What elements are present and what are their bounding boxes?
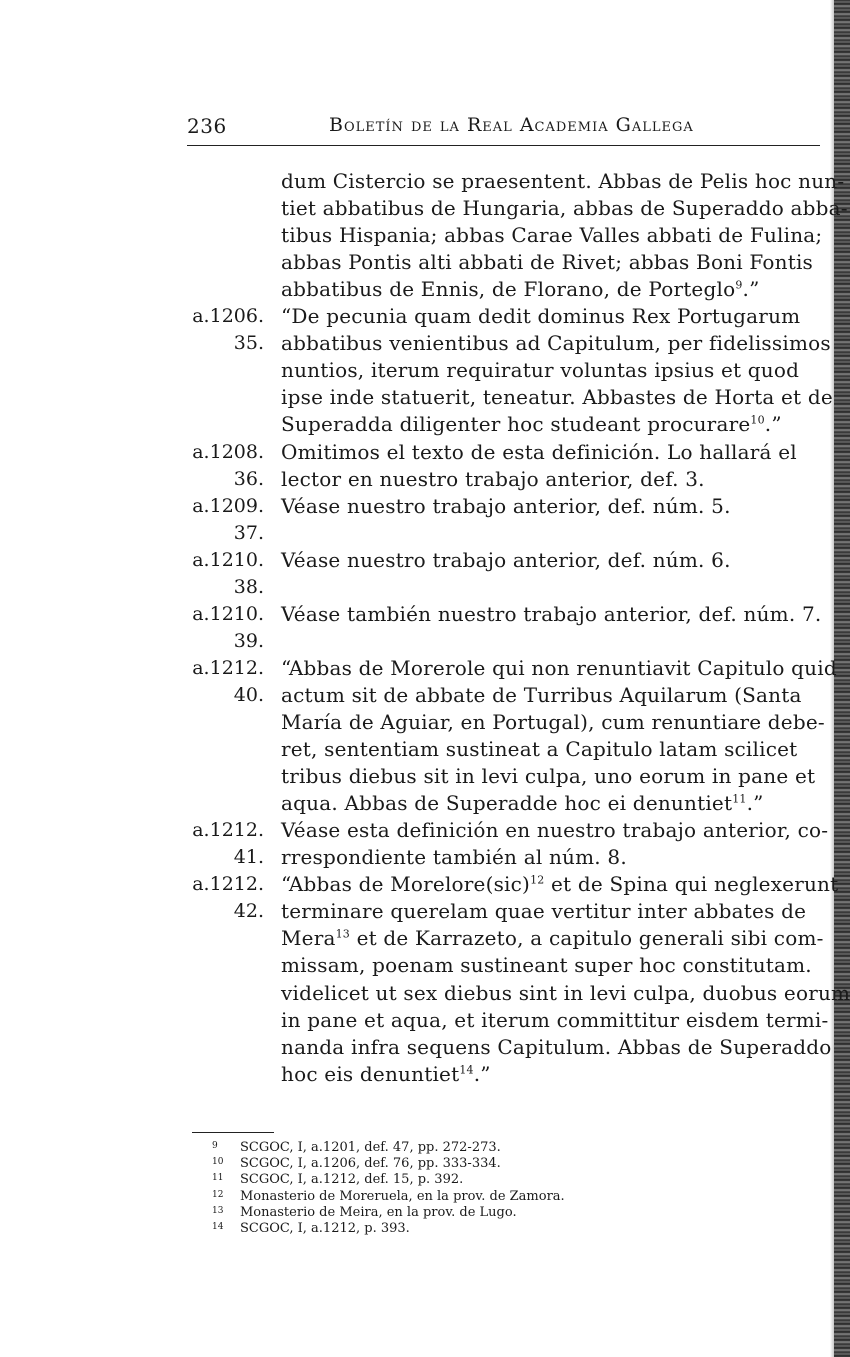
line-text: abbas Pontis alti abbati de Rivet; abbas Boni Fontis	[281, 250, 814, 275]
line-text: abbatibus de Ennis, de Florano, de Porteglo$^9$.”	[281, 277, 760, 302]
text-line	[180, 844, 820, 871]
text-line	[180, 411, 820, 438]
footnote-reference: 9	[735, 278, 743, 292]
footnote-text: Monasterio de Meira, en la prov. de Lugo.	[240, 1204, 517, 1220]
line-text: dum Cistercio se praesentent. Abbas de Pelis hoc nun-	[281, 169, 845, 193]
text-line	[180, 195, 848, 222]
line-text: tibus Hispania; abbas Carae Valles abbati de Fulina;	[281, 223, 823, 248]
running-title: Boletín de la Real Academia Gallega	[329, 114, 694, 136]
line-text: “Abbas de Morerole qui non renuntiavit Capitulo quid	[281, 655, 837, 680]
text-line	[180, 709, 825, 736]
line-text: ipse inde statuerit, teneatur. Abbastes de Horta et de	[281, 385, 833, 410]
footnote	[212, 1219, 410, 1237]
line-text: abbatibus venientibus ad Capitulum, per fidelissimos	[281, 331, 831, 356]
definition-marker: 36.	[233, 467, 264, 490]
text-line	[180, 493, 820, 520]
footnote-reference: 13	[335, 927, 351, 941]
text-line	[180, 547, 820, 574]
text-line	[180, 222, 823, 249]
definition-marker: 39.	[233, 629, 264, 652]
text-line	[180, 898, 820, 925]
footnote-text: SCGOC, I, a.1212, p. 393.	[240, 1221, 410, 1236]
definition-marker: 41.	[233, 846, 264, 869]
text-line	[180, 520, 820, 547]
text-line	[180, 1007, 829, 1034]
line-text: tribus diebus sit in levi culpa, uno eorum in pane et	[281, 764, 816, 789]
line-text: “Abbas de Morelore(sic)$^{12}$ et de Spina qui neglexerunt	[281, 872, 839, 897]
definition-marker: a.1206.	[192, 305, 264, 328]
line-text: missam, poenam sustineant super hoc constitutam.	[281, 953, 812, 978]
footnote-number: 14	[212, 1222, 224, 1232]
text-line	[180, 871, 839, 898]
definition-marker: a.1210.	[192, 548, 264, 571]
text-line	[180, 655, 837, 682]
footnote-number: 12	[212, 1189, 224, 1200]
line-text: rrespondiente también al núm. 8.	[281, 845, 627, 870]
line-text: Véase nuestro trabajo anterior, def. núm. 6.	[281, 547, 731, 572]
text-line	[180, 330, 831, 357]
definition-marker: 37.	[233, 521, 264, 544]
line-text: nuntios, iterum requiratur voluntas ipsius et quod	[281, 358, 800, 383]
text-line	[180, 790, 820, 817]
text-line	[180, 1034, 832, 1061]
text-line	[180, 249, 820, 276]
definition-marker: 42.	[233, 900, 264, 923]
line-text: Mera$^{13}$ et de Karrazeto, a capitulo generali sibi com-	[281, 926, 824, 951]
text-line	[180, 303, 820, 330]
definition-marker: 35.	[233, 332, 264, 355]
footnote-number: 9	[212, 1141, 218, 1151]
footnote-text: Monasterio de Moreruela, en la prov. de Zamora.	[240, 1188, 565, 1204]
running-header	[187, 112, 820, 142]
line-text: ret, sententiam sustineat a Capitulo latam scilicet	[281, 737, 798, 762]
line-text: terminare querelam quae vertitur inter abbates de	[281, 899, 807, 924]
line-text: Véase esta definición en nuestro trabajo anterior, co-	[281, 818, 829, 843]
text-line	[180, 628, 820, 655]
text-line	[180, 439, 820, 466]
text-line	[180, 601, 820, 628]
definition-marker: a.1212.	[192, 656, 264, 679]
definition-marker: 40.	[233, 683, 264, 706]
line-text: nanda infra sequens Capitulum. Abbas de Superaddo	[281, 1034, 832, 1059]
footnote-reference: 14	[459, 1062, 474, 1076]
definition-marker: a.1212.	[192, 873, 264, 896]
header-rule	[187, 145, 820, 146]
text-line	[180, 682, 820, 709]
line-text: “De pecunia quam dedit dominus Rex Portugarum	[281, 304, 801, 329]
footnote-text: SCGOC, I, a.1206, def. 76, pp. 333-334.	[240, 1156, 501, 1172]
text-line	[180, 466, 820, 493]
definition-marker: a.1210.	[192, 602, 264, 625]
text-line	[180, 1061, 820, 1088]
line-text: Omitimos el texto de esta definición. Lo hallará el	[281, 439, 797, 464]
footnote-rule	[192, 1132, 274, 1133]
text-line	[180, 817, 829, 844]
text-line	[180, 168, 845, 195]
line-text: actum sit de abbate de Turribus Aquilarum (Santa	[281, 682, 802, 707]
definition-marker: a.1212.	[192, 819, 264, 842]
text-line	[180, 736, 820, 763]
text-line	[180, 574, 820, 601]
footnote-reference: 10	[750, 413, 765, 427]
footnote-reference: 12	[530, 873, 545, 887]
line-text: María de Aguiar, en Portugal), cum renuntiare debe-	[281, 710, 825, 734]
footnote-number: 13	[212, 1205, 224, 1216]
text-line	[180, 925, 824, 952]
line-text: tiet abbatibus de Hungaria, abbas de Superaddo abba-	[281, 196, 848, 221]
definition-marker: 38.	[233, 575, 264, 598]
page-number: 236	[187, 114, 227, 138]
footnote-number: 11	[212, 1173, 224, 1184]
definition-marker: a.1209.	[192, 494, 264, 517]
text-line	[180, 980, 850, 1007]
text-line	[180, 276, 820, 303]
text-line	[180, 763, 820, 790]
text-line	[180, 357, 820, 384]
footnote-reference: 11	[732, 792, 747, 806]
line-text: hoc eis denuntiet$^{14}$.”	[281, 1061, 491, 1086]
line-text: videlicet ut sex diebus sint in levi culpa, duobus eorum	[281, 980, 850, 1005]
footnote-text: SCGOC, I, a.1201, def. 47, pp. 272-273.	[240, 1140, 501, 1155]
line-text: Véase también nuestro trabajo anterior, def. núm. 7.	[281, 601, 822, 626]
text-line	[180, 384, 833, 411]
line-text: Superadda diligenter hoc studeant procurare$^{10}$.”	[281, 412, 782, 437]
definition-marker: a.1208.	[192, 440, 264, 463]
footnote-number: 10	[212, 1157, 224, 1168]
footnote-text: SCGOC, I, a.1212, def. 15, p. 392.	[240, 1172, 464, 1188]
line-text: lector en nuestro trabajo anterior, def. 3.	[281, 466, 705, 491]
text-line	[180, 952, 820, 979]
line-text: Véase nuestro trabajo anterior, def. núm. 5.	[281, 493, 731, 518]
line-text: aqua. Abbas de Superadde hoc ei denuntiet$^{11}$.”	[281, 791, 764, 816]
line-text: in pane et aqua, et iterum committitur eisdem termi-	[281, 1007, 829, 1032]
